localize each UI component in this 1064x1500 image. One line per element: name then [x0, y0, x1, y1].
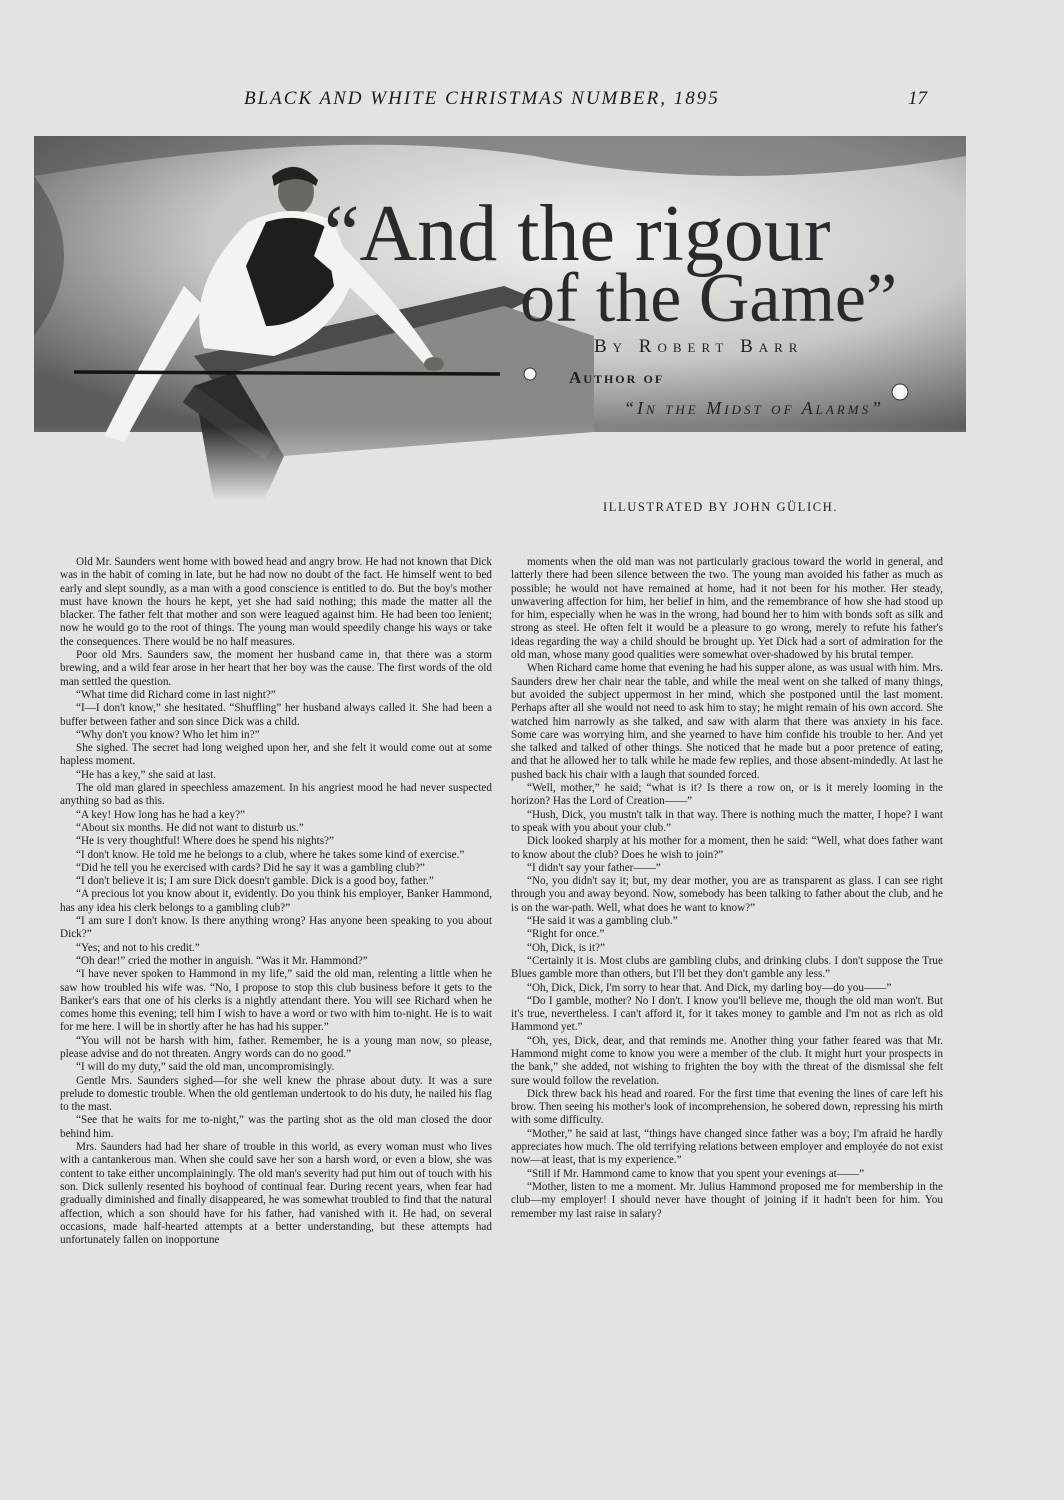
author-of: Author of: [569, 368, 665, 387]
book-title: “In the Midst of Alarms”: [624, 398, 885, 418]
paragraph: “Oh, yes, Dick, dear, and that reminds me. Another thing your father feared was that Mr. Hammond might come to know you were a member of the club. It might hurt your prospects in the bank,” she added, not wishing to frighten the boy with the threat of the dismissal she felt sure would follow the revelation.: [511, 1034, 943, 1087]
letter-ornament-ball: [892, 384, 908, 400]
paragraph: “I have never spoken to Hammond in my life,” said the old man, relenting a little when he saw how troubled his wife was. “No, I propose to stop this club business before it gets to the Banker's ears that one of his clerks is a nightly attendant there. You will see Richard when he comes home this evening; tell him I wish to have a word or two with him to-night. He is to wait for me here. I will be in shortly after he has had his supper.”: [60, 968, 492, 1034]
paragraph: “Oh dear!” cried the mother in anguish. “Was it Mr. Hammond?”: [76, 954, 368, 967]
article-title-line-2: of the Game”: [520, 260, 898, 337]
paragraph: Gentle Mrs. Saunders sighed—for she well knew the phrase about duty. It was a sure prelude to domestic trouble. When the old gentleman undertook to do his duty, he nailed his flag to the mast.: [60, 1074, 492, 1114]
paragraph: “You will not be harsh with him, father. Remember, he is a young man now, so please, please advise and do not threaten. Angry words can do no good.”: [60, 1034, 492, 1060]
fade-bottom: [34, 426, 966, 500]
paragraph: “He has a key,” she said at last.: [76, 768, 216, 781]
paragraph: “About six months. He did not want to disturb us.”: [76, 821, 304, 834]
article-title-line-1: “And the rigour: [324, 190, 831, 278]
paragraph: “I—I don't know,” she hesitated. “Shuffling” her husband always called it. She had been a buffer between father and son since Dick was a child.: [60, 702, 492, 728]
billiard-cue: [74, 372, 500, 374]
paragraph: “Oh, Dick, is it?”: [527, 941, 605, 954]
paragraph: “I didn't say your father——”: [527, 861, 661, 874]
paragraph: “He said it was a gambling club.”: [527, 915, 678, 928]
paragraph: “No, you didn't say it; but, my dear mother, you are as transparent as glass. I can see right through you and away beyond. Now, somebody has been talking to father about the club, and he is on the war-path. Well, what does he want to know?”: [511, 875, 943, 914]
paragraph: “I don't believe it is; I am sure Dick doesn't gamble. Dick is a good boy, father.”: [76, 875, 434, 888]
paragraph: Dick looked sharply at his mother for a moment, then he said: “Well, what does father want to know about the club? Does he wish to join?”: [511, 835, 943, 861]
paragraph: “I don't know. He told me he belongs to a club, where he takes some kind of exercise.”: [76, 848, 465, 861]
paragraph: The old man glared in speechless amazement. In his angriest mood he had never suspected anything so bad as this.: [60, 782, 492, 808]
running-head: [0, 88, 1064, 118]
page-number: 17: [908, 88, 927, 109]
paragraph: “Well, mother,” he said; “what is it? Is there a row on, or is it merely looming in the horizon? Has the Lord of Creation——”: [511, 782, 943, 808]
right-column: [511, 556, 943, 1221]
paragraph: moments when the old man was not particularly gracious toward the world in general, and latterly there had been silence between the two. The young man avoided his father as much as possible; he would not have remained at home, had it not been for his mother. Her steady, unwavering affection for him, her belief in him, and the remembrance of how she had stood up for him, especially when he was in the wrong, had bound her to him with bonds soft as silk and strong as steel. He often felt it would be a pleasure to go wrong, merely to refute his father's ideas regarding the way a child should be brought up. Yet Dick had a sort of admiration for the old man, whose many good qualities were somewhat over-shadowed by his brutal temper.: [511, 556, 943, 662]
paragraph: Dick threw back his head and roared. For the first time that evening the lines of care left his brow. Then seeing his mother's look of incomprehension, he sobered down, repressing his mirth with some difficulty.: [511, 1087, 943, 1127]
cue-ball: [524, 368, 536, 380]
paragraph: “Hush, Dick, you mustn't talk in that way. There is nothing much the matter, I hope? I want to speak with you about your club.”: [511, 808, 943, 834]
paragraph: Mrs. Saunders had had her share of trouble in this world, as every woman must who lives with a cantankerous man. When she could save her son a harsh word, or even a blow, she was content to take either uncomplainingly. The old man's severity had put him out of touch with his son. Dick sullenly resented his boyhood of continual fear. During recent years, when fear had gradually diminished and finally disappeared, he was somewhat troubled to find that the natural affection, which a son should have for his father, had vanished with it. He had, on several occasions, made half-hearted attempts at a better understanding, but these attempts had unfortunately fallen on inopportune: [60, 1141, 492, 1247]
paragraph: She sighed. The secret had long weighed upon her, and she felt it would come out at some hapless moment.: [60, 742, 492, 768]
running-title: BLACK AND WHITE CHRISTMAS NUMBER, 1895: [244, 88, 720, 109]
player-hand: [424, 357, 444, 371]
paragraph: When Richard came home that evening he had his supper alone, as was usual with him. Mrs. Saunders drew her chair near the table, and while the meal went on she talked of many things, but avoided the subject uppermost in her mind, which she postponed until the last moment. Perhaps after all she would not need to ask him to stay; he might remain of his own accord. She watched him narrowly as she talked, and saw with alarm that there was anxiety in his face. Some care was worrying him, and she yearned to have him confide his trouble to her. And yet she talked and talked of other things. She noticed that he made but a poor pretence of eating, and that he allowed her to talk while he made few replies, and those absent-mindedly. At last he pushed back his chair with a laugh that sounded forced.: [511, 662, 943, 781]
paragraph: “Mother, listen to me a moment. Mr. Julius Hammond proposed me for membership in the club—my employer! I should never have thought of joining if it hadn't been for him. You remember my last raise in salary?: [511, 1180, 943, 1220]
paragraph: “A key! How long has he had a key?”: [76, 808, 245, 821]
paragraph: “See that he waits for me to-night,” was the parting shot as the old man closed the door behind him.: [60, 1114, 492, 1140]
byline: By Robert Barr: [594, 336, 804, 357]
paragraph: “A precious lot you know about it, evidently. Do you think his employer, Banker Hammond, has any idea his clerk belongs to a gambling club?”: [60, 888, 492, 914]
header-illustration: [34, 136, 966, 500]
paragraph: “He is very thoughtful! Where does he spend his nights?”: [76, 835, 334, 848]
left-column: [60, 556, 492, 1247]
paragraph: “I will do my duty,” said the old man, uncompromisingly.: [76, 1061, 335, 1074]
paragraph: “What time did Richard come in last night?”: [76, 688, 276, 701]
paragraph: “Did he tell you he exercised with cards? Did he say it was a gambling club?”: [76, 861, 425, 874]
paragraph: “Why don't you know? Who let him in?”: [76, 728, 260, 741]
paragraph: “Do I gamble, mother? No I don't. I know you'll believe me, though the old man won't. But it's true, nevertheless. I can't afford it, for it takes money to gamble and I'm not as rich as old Hammond yet.”: [511, 994, 943, 1034]
paragraph: “Still if Mr. Hammond came to know that you spent your evenings at——”: [527, 1167, 865, 1180]
paragraph: “Certainly it is. Most clubs are gambling clubs, and drinking clubs. I don't suppose the True Blues gamble more than others, but I'll bet they don't gamble any less.”: [511, 954, 943, 981]
paragraph: “Mother,” he said at last, “things have changed since father was a boy; I'm afraid he hardly appreciates how much. The old terrifying relations between employer and employée do not exist now—at least, that is my experience.”: [511, 1127, 943, 1167]
paragraph: “Yes; and not to his credit.”: [76, 941, 200, 954]
paragraph: Poor old Mrs. Saunders saw, the moment her husband came in, that there was a storm brewing, and a wild fear arose in her heart that her boy was the cause. The first words of the old man settled the question.: [60, 649, 492, 688]
paragraph: “I am sure I don't know. Is there anything wrong? Has anyone been speaking to you about Dick?”: [60, 915, 492, 941]
paragraph: “Oh, Dick, Dick, I'm sorry to hear that. And Dick, my darling boy—do you——”: [527, 981, 892, 994]
illustrator-credit: ILLUSTRATED BY JOHN GÜLICH.: [603, 500, 839, 514]
paragraph: “Right for once.”: [527, 928, 605, 941]
paragraph: Old Mr. Saunders went home with bowed head and angry brow. He had not known that Dick was in the habit of coming in late, but he had now no doubt of the fact. He himself went to bed early and slept soundly, as a man with a good conscience is entitled to do. But the boy's mother must have known the hours he kept, yet she had said nothing; this made the matter all the blacker. The father felt that mother and son were leagued against him. He had been too lenient; now he would go to the root of things. The young man would speedily change his ways or take the consequences. There would be no half measures.: [60, 556, 492, 648]
